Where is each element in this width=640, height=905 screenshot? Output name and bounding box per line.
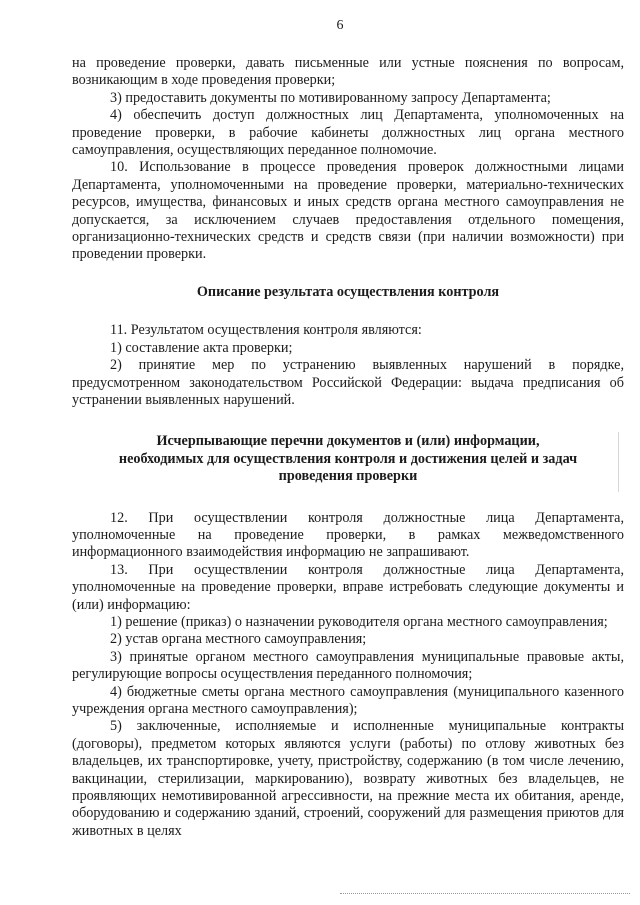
paragraph-continuation: на проведение проверки, давать письменные или устные пояснения по вопросам, возникающим в ходе проведения проверки; [72, 55, 624, 89]
paragraph-12: 12. При осуществлении контроля должностные лица Департамента, уполномоченные на проведение проверки, в рамках межведомственного информационного взаимодействия информацию не запрашивают. [72, 509, 624, 561]
paragraph-13-item-2: 2) устав органа местного самоуправления; [110, 631, 367, 648]
paragraph-11: 11. Результатом осуществления контроля являются: [110, 322, 422, 339]
page-number: 6 [336, 18, 344, 33]
document-body [72, 55, 624, 840]
paragraph-10: 10. Использование в процессе проведения проверок должностными лицами Департамента, уполномоченными на проведение проверки, материально-технических ресурсов, имущества, финансовых и иных средств органа местного самоуправления не допускается, за исключением случаев предоставления отдельного помещения, организационно-технических средств и средств связи (при наличии возможности) при проведении проверки. [72, 159, 624, 263]
paragraph-item-3: 3) предоставить документы по мотивированному запросу Департамента; [110, 89, 551, 106]
section-heading-line-1: Исчерпывающие перечни документов и (или) информации, [156, 433, 540, 450]
paragraph-11-item-1: 1) составление акта проверки; [110, 339, 293, 356]
paragraph-13-item-5: 5) заключенные, исполняемые и исполненные муниципальные контракты (договоры), предметом которых являются услуги (работы) по отлову животных без владельцев, их транспортировке, учету, пристройству, содержанию (в том числе лечению, вакцинации, стерилизации, маркированию), возврату животных без владельцев, не проявляющих немотивированной агрессивности, на прежние места их обитания, аренде, оборудованию и содержанию зданий, строений, сооружений для размещения приютов для животных в целях [72, 718, 624, 839]
section-heading-document-lists [72, 433, 624, 485]
section-heading-control-result: Описание результата осуществления контроля [196, 283, 500, 300]
paragraph-item-4: 4) обеспечить доступ должностных лиц Департамента, уполномоченных на проведение проверки, в рабочие кабинеты должностных лиц органа местного самоуправления, осуществляющих переданное полномочие. [72, 107, 624, 159]
scan-footer-line [340, 893, 630, 894]
paragraph-13-item-1: 1) решение (приказ) о назначении руководителя органа местного самоуправления; [110, 613, 608, 630]
document-page [72, 0, 624, 905]
paragraph-13-item-4: 4) бюджетные сметы органа местного самоуправления (муниципального казенного учреждения органа местного самоуправления); [72, 683, 624, 717]
paragraph-11-item-2: 2) принятие мер по устранению выявленных нарушений в порядке, предусмотренном законодательством Российской Федерации: выдача предписания об устранении выявленных нарушений. [72, 357, 624, 408]
paragraph-13: 13. При осуществлении контроля должностные лица Департамента, уполномоченные на проведение проверки, вправе истребовать следующие документы и (или) информацию: [72, 561, 624, 613]
paragraph-13-item-3: 3) принятые органом местного самоуправления муниципальные правовые акты, регулирующие вопросы осуществления переданного полномочия; [72, 648, 624, 683]
section-heading-line-3: проведения проверки [278, 468, 418, 485]
scan-edge-mark [618, 432, 619, 492]
section-heading-line-2: необходимых для осуществления контроля и достижения целей и задач [118, 450, 578, 467]
